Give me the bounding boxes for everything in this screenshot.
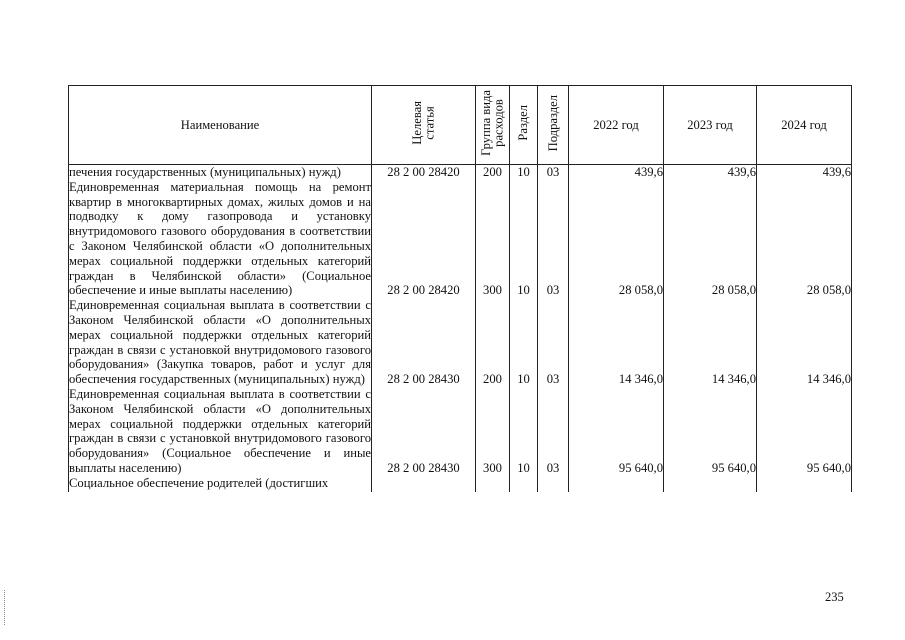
table-row <box>69 165 852 180</box>
row-section: 10 <box>510 180 538 298</box>
table-row <box>69 298 852 387</box>
header-2024: 2024 год <box>757 86 852 165</box>
header-name: Наименование <box>69 86 372 165</box>
row-value-2023: 14 346,0 <box>664 298 757 387</box>
table-row <box>69 387 852 476</box>
table-header-row <box>69 86 852 165</box>
table-row <box>69 476 852 492</box>
row-value-2022: 28 058,0 <box>569 180 664 298</box>
row-value-2023: 95 640,0 <box>664 387 757 476</box>
header-group: Группа вида расходов <box>476 86 510 165</box>
row-name: Единовременная социальная выплата в соответствии с Законом Челябинской области «О дополнительных мерах социальной поддержки отдельных категорий граждан в связи с установкой внутридомового газового оборудования» (Социальное обеспечение и иные выплаты населению) <box>69 386 371 475</box>
header-2022: 2022 год <box>569 86 664 165</box>
header-subsection: Подраздел <box>538 86 569 165</box>
row-name: Единовременная материальная помощь на ремонт квартир в многоквартирных домах, жилых домов и на подводку к дому газопровода и установку внутридомового газового оборудования в соответствии с Законом Челябинской области «О дополнительных мерах социальной поддержки отдельных категорий граждан в Челябинской области» (Социальное обеспечение и иные выплаты населению) <box>69 179 371 298</box>
row-section: 10 <box>510 298 538 387</box>
row-value-2024: 14 346,0 <box>757 298 852 387</box>
row-subsection: 03 <box>538 165 569 180</box>
row-group: 200 <box>476 165 510 180</box>
row-name: Единовременная социальная выплата в соответствии с Законом Челябинской области «О дополнительных мерах социальной поддержки отдельных категорий граждан в связи с установкой внутридомового газового оборудования» (Закупка товаров, работ и услуг для обеспечения государственных (муниципальных) нужд) <box>69 298 371 387</box>
row-target: 28 2 00 28430 <box>372 298 476 387</box>
header-section: Раздел <box>510 86 538 165</box>
row-target: 28 2 00 28420 <box>372 180 476 298</box>
table-row <box>69 180 852 298</box>
scan-edge-mark <box>4 590 6 625</box>
row-subsection: 03 <box>538 387 569 476</box>
row-group: 200 <box>476 298 510 387</box>
row-name: Социальное обеспечение родителей (достигших <box>69 476 372 492</box>
row-group: 300 <box>476 387 510 476</box>
row-subsection <box>538 476 569 492</box>
row-value-2022 <box>569 476 664 492</box>
row-value-2024: 28 058,0 <box>757 180 852 298</box>
header-target: Целевая статья <box>372 86 476 165</box>
row-value-2024: 439,6 <box>757 165 852 180</box>
row-target <box>372 476 476 492</box>
row-value-2023: 28 058,0 <box>664 180 757 298</box>
row-value-2022: 14 346,0 <box>569 298 664 387</box>
row-target: 28 2 00 28430 <box>372 387 476 476</box>
row-value-2023: 439,6 <box>664 165 757 180</box>
row-section: 10 <box>510 387 538 476</box>
row-name: печения государственных (муниципальных) нужд) <box>69 165 372 180</box>
row-value-2023 <box>664 476 757 492</box>
row-group <box>476 476 510 492</box>
row-section: 10 <box>510 165 538 180</box>
row-value-2024: 95 640,0 <box>757 387 852 476</box>
header-2023: 2023 год <box>664 86 757 165</box>
row-value-2022: 95 640,0 <box>569 387 664 476</box>
page-number: 235 <box>825 590 844 604</box>
row-subsection: 03 <box>538 298 569 387</box>
row-section <box>510 476 538 492</box>
row-subsection: 03 <box>538 180 569 298</box>
row-value-2022: 439,6 <box>569 165 664 180</box>
row-target: 28 2 00 28420 <box>372 165 476 180</box>
row-value-2024 <box>757 476 852 492</box>
row-group: 300 <box>476 180 510 298</box>
budget-table <box>68 85 852 492</box>
